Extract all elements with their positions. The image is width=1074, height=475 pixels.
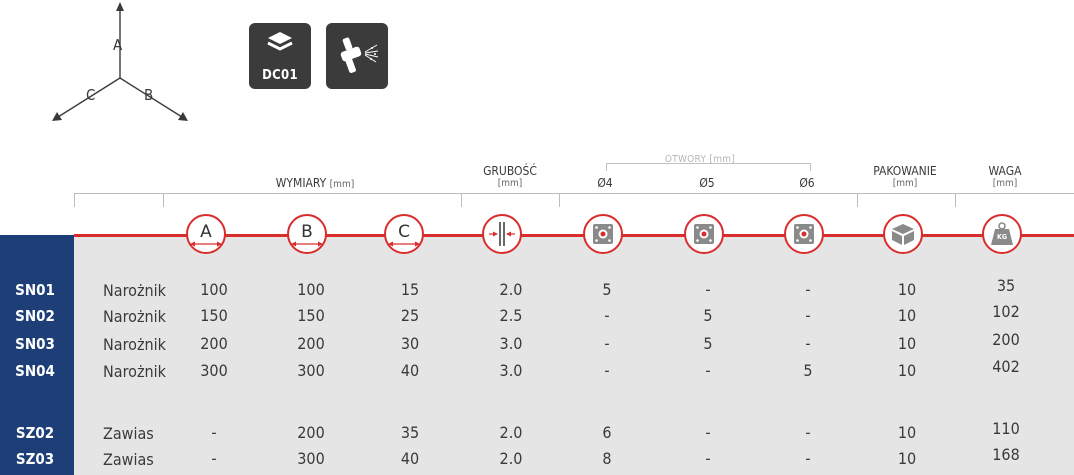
axis-label-a: A [113,36,123,54]
header-waga-unit: [mm] [992,178,1018,189]
dimension-b-icon [287,214,327,254]
column-divider [74,193,75,207]
cell-b: 300 [297,361,325,380]
cell-waga: 168 [992,445,1020,464]
dimension-b-label: B [301,222,313,242]
cell-o5: - [705,361,711,380]
cell-grubosc: 2.0 [499,449,523,468]
cell-o5: 5 [703,306,713,325]
cell-c: 40 [400,449,420,468]
cell-pakowanie: 10 [897,334,917,353]
cell-a: - [211,423,217,442]
dimension-a-icon [186,214,226,254]
header-pakowanie-label: PAKOWANIE [873,164,937,178]
cell-waga: 402 [992,357,1020,376]
cell-waga: 110 [992,419,1020,438]
cell-pakowanie: 10 [897,423,917,442]
cell-c: 25 [400,306,420,325]
header-o6: Ø6 [799,176,815,190]
hole-4-icon [583,214,623,254]
cell-a: 200 [200,334,228,353]
header-pakowanie-unit: [mm] [892,178,918,189]
cell-o5: 5 [703,334,713,353]
header-o4: Ø4 [597,176,613,190]
cell-o4: - [604,306,610,325]
header-wymiary-unit: [mm] [329,179,355,190]
cell-o6: - [805,280,811,299]
row-code: SZ02 [15,424,55,442]
cell-pakowanie: 10 [897,306,917,325]
header-grubosc-label: GRUBOŚĆ [483,164,537,178]
weight-icon [982,214,1022,254]
header-grubosc [470,166,550,189]
dimension-a-label: A [200,222,212,242]
cell-a: 100 [200,280,228,299]
header-otwory: OTWORY [mm] [664,154,736,165]
row-code: SN01 [15,281,55,299]
cell-waga: 35 [996,276,1016,295]
cell-o6: - [805,306,811,325]
hole-5-icon [684,214,724,254]
cell-pakowanie: 10 [897,280,917,299]
cell-a: 150 [200,306,228,325]
cell-waga: 102 [992,302,1020,321]
cell-o4: - [604,334,610,353]
row-code: SN04 [15,362,55,380]
cell-c: 40 [400,361,420,380]
row-name: Narożnik [103,281,166,300]
cell-o6: 5 [803,361,813,380]
header-wymiary-label: WYMIARY [275,176,327,190]
weight-icon-label: KG [996,233,1008,241]
axis-label-c: C [86,86,96,104]
header-pakowanie [860,166,950,189]
header-wymiary [230,178,400,190]
cell-c: 30 [400,334,420,353]
row-code: SN03 [15,335,55,353]
cell-a: 300 [200,361,228,380]
row-name: Narożnik [103,362,166,381]
header-grubosc-unit: [mm] [497,178,523,189]
cell-o6: - [805,449,811,468]
cell-c: 15 [400,280,420,299]
cell-o4: 5 [602,280,612,299]
cell-o6: - [805,423,811,442]
cell-pakowanie: 10 [897,449,917,468]
row-name: Narożnik [103,307,166,326]
header-waga-label: WAGA [988,164,1022,178]
cell-b: 300 [297,449,325,468]
cell-a: - [211,449,217,468]
cell-o6: - [805,334,811,353]
column-divider [955,193,956,207]
cell-o5: - [705,423,711,442]
cell-o5: - [705,280,711,299]
cell-grubosc: 2.0 [499,423,523,442]
cell-o5: - [705,449,711,468]
cell-o4: - [604,361,610,380]
cell-b: 150 [297,306,325,325]
hole-6-icon [784,214,824,254]
column-divider [559,193,560,207]
column-divider [461,193,462,207]
cell-grubosc: 2.5 [499,306,523,325]
cell-b: 100 [297,280,325,299]
material-label: DC01 [262,68,298,83]
column-divider [163,193,164,207]
column-divider [857,193,858,207]
cell-o4: 6 [602,423,612,442]
cell-pakowanie: 10 [897,361,917,380]
cell-b: 200 [297,334,325,353]
axis-label-b: B [144,86,154,104]
layers-icon [266,30,294,54]
cell-c: 35 [400,423,420,442]
row-code: SN02 [15,307,55,325]
header-rule [74,193,1074,194]
coating-badge [326,23,388,89]
dimension-c-icon [384,214,424,254]
axis-diagram [40,0,200,130]
cell-grubosc: 3.0 [499,334,523,353]
header-o5: Ø5 [699,176,715,190]
material-badge [249,23,311,89]
row-name: Narożnik [103,335,166,354]
package-icon [883,214,923,254]
row-name: Zawias [103,450,154,469]
row-name: Zawias [103,424,154,443]
otwory-bracket [606,163,811,171]
cell-o4: 8 [602,449,612,468]
header-waga [975,166,1035,189]
cell-grubosc: 3.0 [499,361,523,380]
spray-gun-icon [335,35,381,77]
cell-waga: 200 [992,330,1020,349]
cell-b: 200 [297,423,325,442]
thickness-icon [482,214,522,254]
dimension-c-label: C [398,222,410,242]
cell-grubosc: 2.0 [499,280,523,299]
row-code: SZ03 [15,450,55,468]
